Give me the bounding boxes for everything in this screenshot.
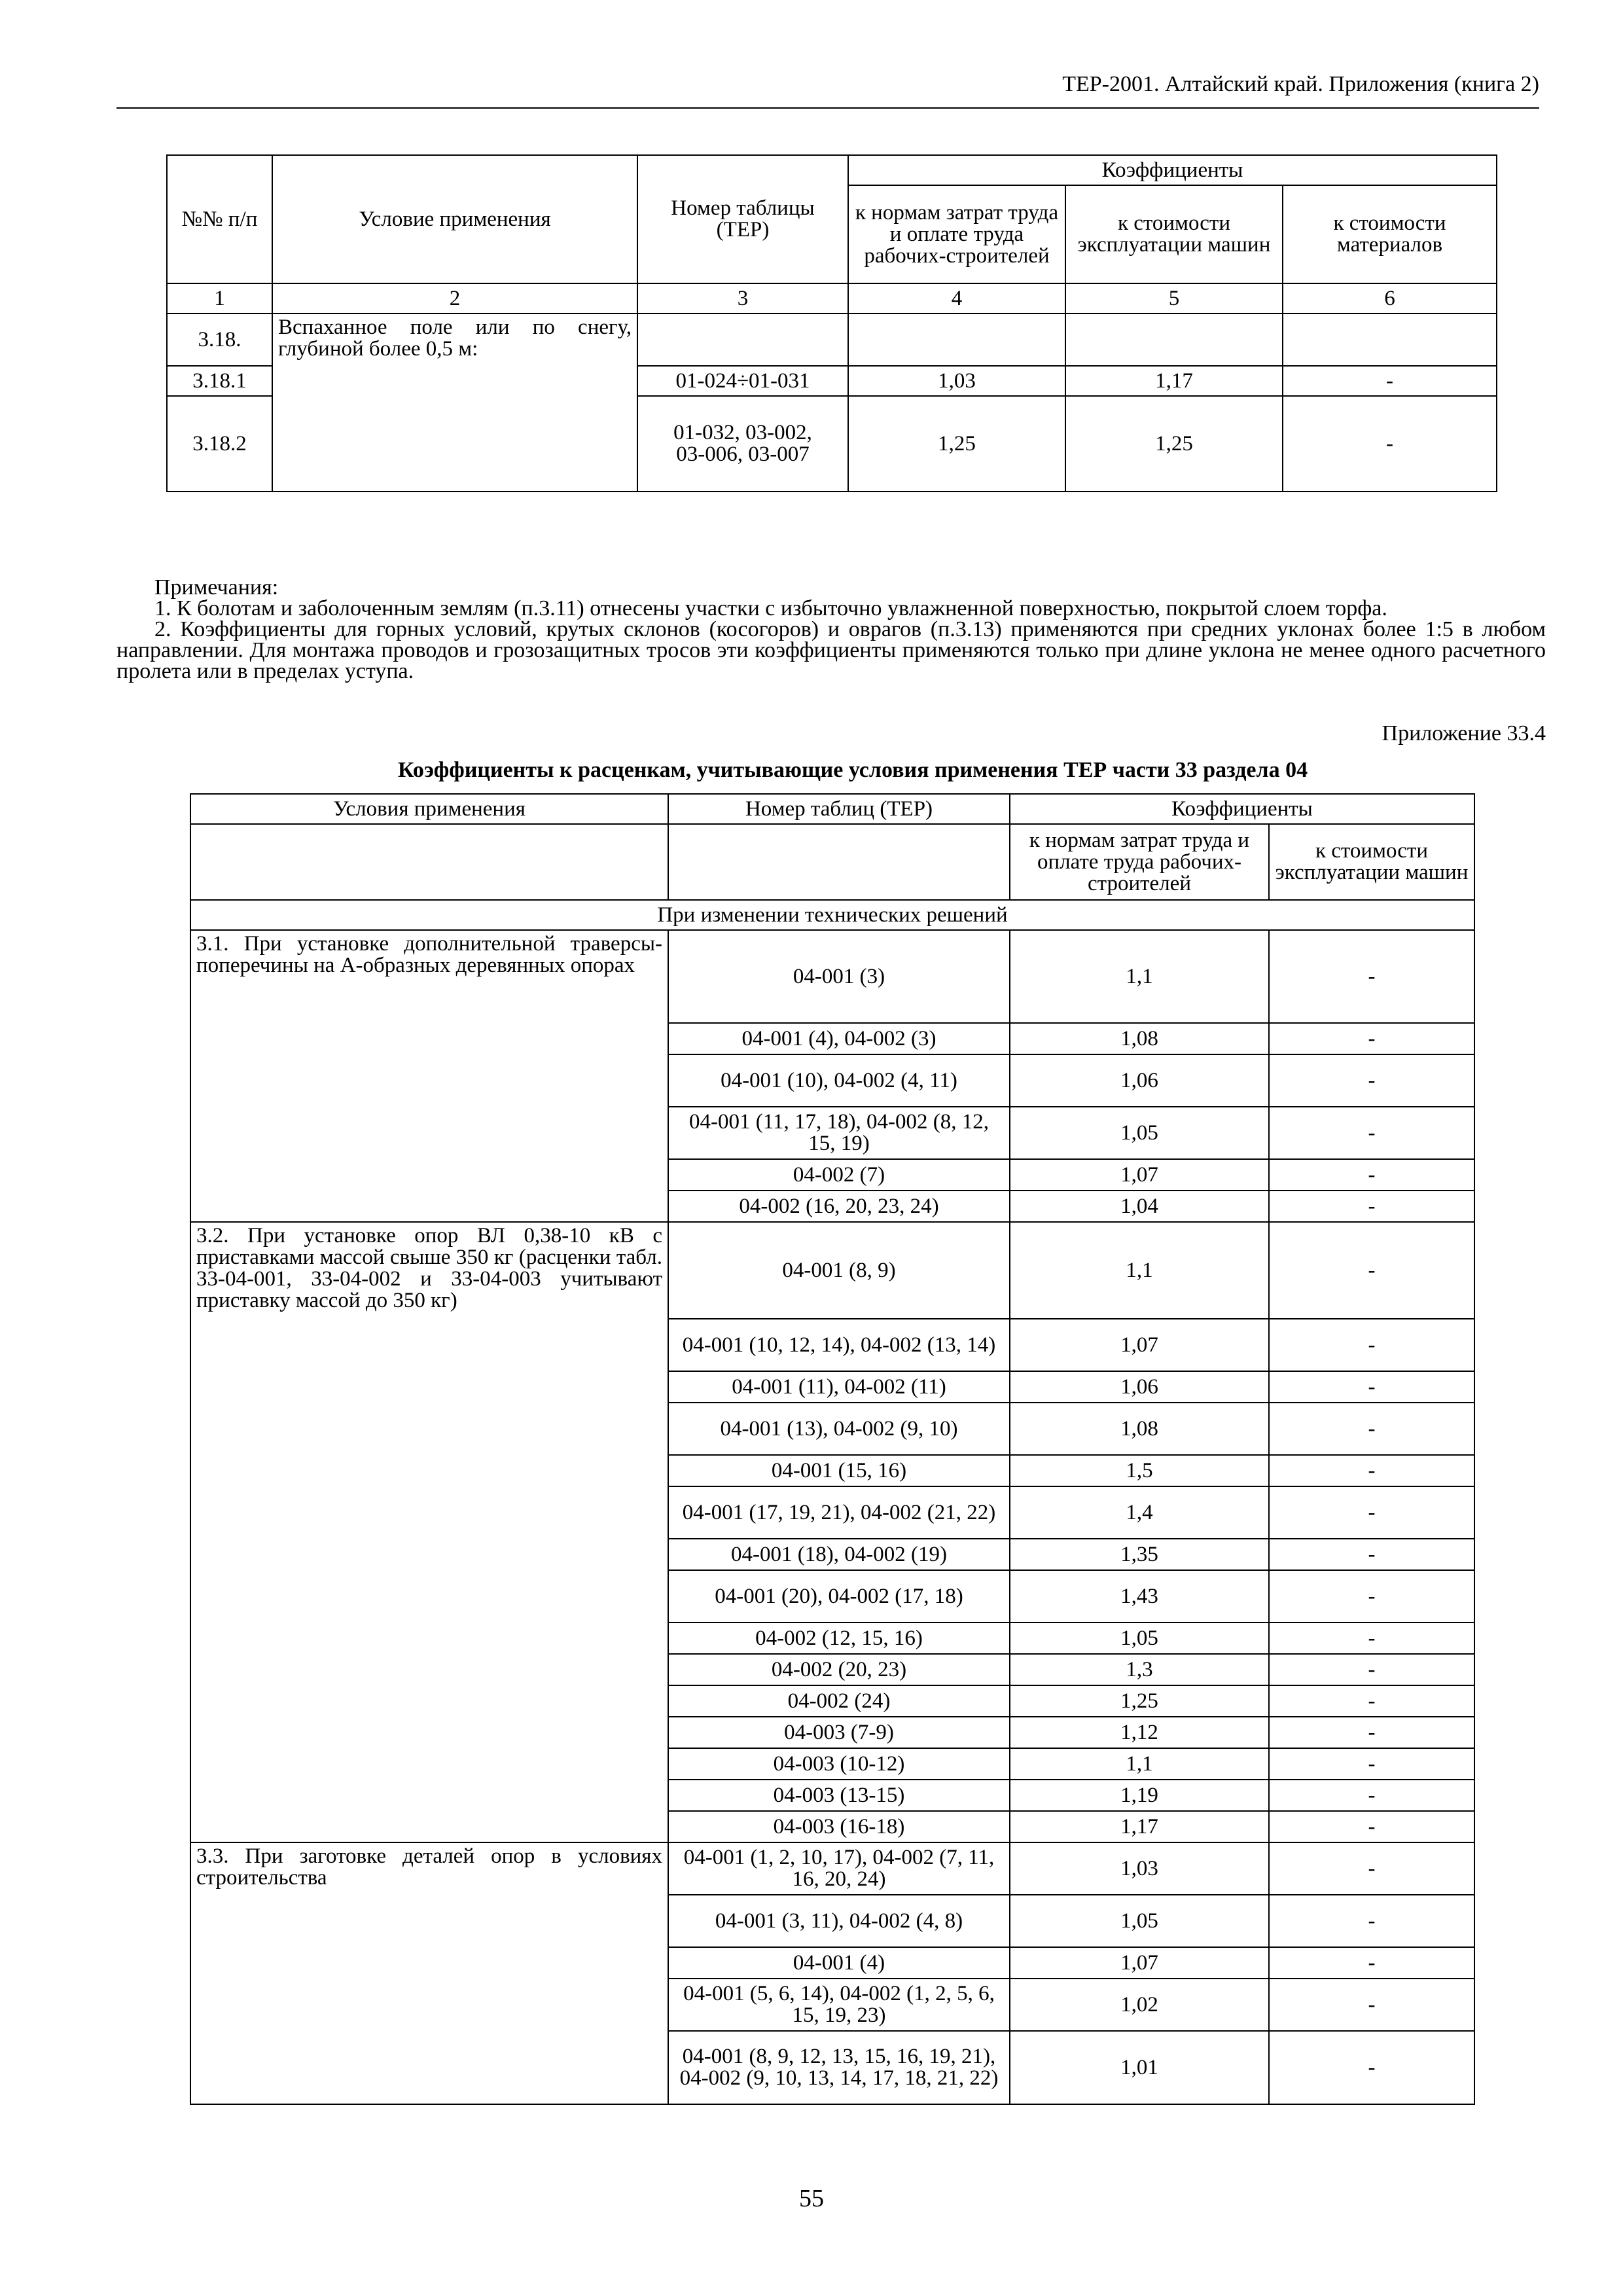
row-coef-machines: - xyxy=(1269,1371,1474,1403)
row-coef-machines: - xyxy=(1269,1054,1474,1107)
note-item: 2. Коэффициенты для горных условий, крутых склонов (косогоров) и оврагов (п.3.13) применяются при средних уклонах более 1:5 в любом направлении. Для монтажа проводов и грозозащитных тросов эти коэффициенты применяются только при длине уклона не менее одного расчетного пролета или в пределах уступа. xyxy=(116,617,1546,683)
row-coef-machines: - xyxy=(1269,1780,1474,1811)
row-coef-labor: 1,04 xyxy=(1010,1191,1269,1222)
row-table: 01-032, 03-002, 03-006, 03-007 xyxy=(637,396,848,492)
col-header-coefficients: Коэффициенты xyxy=(848,155,1497,185)
appendix-label: Приложение 33.4 xyxy=(1382,721,1546,745)
col-header-coef-machines: к стоимости эксплуатации машин xyxy=(1269,824,1474,900)
row-coef-machines: - xyxy=(1269,1979,1474,2031)
running-header-text: ТЕР-2001. Алтайский край. Приложения (книга 2) xyxy=(1062,72,1539,96)
col-header-coef-labor: к нормам затрат труда и оплате труда рабочих-строителей xyxy=(848,185,1065,283)
row-coef-machines: - xyxy=(1269,1403,1474,1455)
row-coef-machines: - xyxy=(1269,930,1474,1023)
coefficients-table-3-18 xyxy=(166,154,1497,492)
empty-cell xyxy=(668,824,1010,900)
row-coef-labor: 1,17 xyxy=(1010,1811,1269,1842)
row-table: 04-003 (13-15) xyxy=(668,1780,1010,1811)
row-table: 04-001 (15, 16) xyxy=(668,1455,1010,1486)
table-row xyxy=(190,1842,1474,1895)
row-coef-machines: - xyxy=(1269,1717,1474,1748)
row-table: 04-002 (20, 23) xyxy=(668,1654,1010,1685)
row-coef-machines: - xyxy=(1269,1811,1474,1842)
col-header-coef-materials: к стоимости материалов xyxy=(1283,185,1497,283)
row-table: 04-001 (10), 04-002 (4, 11) xyxy=(668,1054,1010,1107)
row-table: 04-001 (1, 2, 10, 17), 04-002 (7, 11, 16, 20, 24) xyxy=(668,1842,1010,1895)
row-coef-labor: 1,05 xyxy=(1010,1623,1269,1654)
row-coef-machines: - xyxy=(1269,1623,1474,1654)
row-coef-machines: - xyxy=(1269,1191,1474,1222)
col-header-table: Номер таблицы (ТЕР) xyxy=(637,155,848,283)
row-table: 01-024÷01-031 xyxy=(637,366,848,396)
table-row xyxy=(167,314,1497,366)
empty-cell xyxy=(190,824,668,900)
row-table: 04-001 (18), 04-002 (19) xyxy=(668,1539,1010,1570)
table-row xyxy=(190,930,1474,1023)
row-coef-machines: - xyxy=(1269,1895,1474,1947)
col-header-coef-labor: к нормам затрат труда и оплате труда рабочих-строителей xyxy=(1010,824,1269,900)
row-coef-labor: 1,07 xyxy=(1010,1947,1269,1979)
row-table: 04-001 (20), 04-002 (17, 18) xyxy=(668,1570,1010,1623)
row-coef-materials: - xyxy=(1283,366,1497,396)
row-coef-machines: - xyxy=(1269,1023,1474,1054)
col-header-table: Номер таблиц (ТЕР) xyxy=(668,794,1010,824)
col-header-coef-machines: к стоимости эксплуатации машин xyxy=(1065,185,1283,283)
row-coef-machines: - xyxy=(1269,1842,1474,1895)
row-coef-labor: 1,07 xyxy=(1010,1159,1269,1191)
row-table: 04-001 (3, 11), 04-002 (4, 8) xyxy=(668,1895,1010,1947)
row-condition: Вспаханное поле или по снегу, глубиной более 0,5 м: xyxy=(272,314,637,492)
row-table: 04-002 (16, 20, 23, 24) xyxy=(668,1191,1010,1222)
row-table: 04-003 (10-12) xyxy=(668,1748,1010,1780)
col-header-condition: Условие применения xyxy=(272,155,637,283)
notes-heading: Примечания: xyxy=(154,575,279,600)
row-coef-labor: 1,12 xyxy=(1010,1717,1269,1748)
row-coef-labor: 1,4 xyxy=(1010,1486,1269,1539)
row-table: 04-002 (24) xyxy=(668,1685,1010,1717)
row-table: 04-001 (5, 6, 14), 04-002 (1, 2, 5, 6, 15, 19, 23) xyxy=(668,1979,1010,2031)
row-coef-machines: - xyxy=(1269,1748,1474,1780)
row-coef-machines: - xyxy=(1269,1486,1474,1539)
row-coef-labor: 1,03 xyxy=(848,366,1065,396)
row-coef-machines: - xyxy=(1269,1222,1474,1319)
row-coef-labor: 1,05 xyxy=(1010,1895,1269,1947)
row-coef-labor: 1,06 xyxy=(1010,1054,1269,1107)
row-coef-labor: 1,08 xyxy=(1010,1023,1269,1054)
row-coef-machines: - xyxy=(1269,1947,1474,1979)
row-table: 04-001 (4), 04-002 (3) xyxy=(668,1023,1010,1054)
row-coef-labor: 1,08 xyxy=(1010,1403,1269,1455)
running-header xyxy=(116,73,1539,109)
row-coef-labor: 1,03 xyxy=(1010,1842,1269,1895)
row-num: 3.18. xyxy=(167,314,272,366)
row-table: 04-002 (7) xyxy=(668,1159,1010,1191)
col-index: 3 xyxy=(637,283,848,314)
row-table: 04-001 (3) xyxy=(668,930,1010,1023)
row-coef-machines: - xyxy=(1269,1319,1474,1371)
table-row xyxy=(190,1222,1474,1319)
col-header-condition: Условия применения xyxy=(190,794,668,824)
col-index: 5 xyxy=(1065,283,1283,314)
row-table: 04-001 (4) xyxy=(668,1947,1010,1979)
row-table: 04-001 (8, 9, 12, 13, 15, 16, 19, 21), 04-002 (9, 10, 13, 14, 17, 18, 21, 22) xyxy=(668,2031,1010,2104)
row-num: 3.18.1 xyxy=(167,366,272,396)
row-coef-labor: 1,25 xyxy=(848,396,1065,492)
row-coef-machines: - xyxy=(1269,1455,1474,1486)
table-title: Коэффициенты к расценкам, учитывающие условия применения ТЕР части 33 раздела 04 xyxy=(397,758,1308,782)
page-number: 55 xyxy=(799,2185,824,2212)
coefficients-table-33-04 xyxy=(190,793,1475,2105)
row-coef-machines: 1,25 xyxy=(1065,396,1283,492)
row-coef-materials: - xyxy=(1283,396,1497,492)
row-coef-machines: - xyxy=(1269,1539,1474,1570)
row-coef-labor: 1,06 xyxy=(1010,1371,1269,1403)
row-coef-labor: 1,01 xyxy=(1010,2031,1269,2104)
notes-block xyxy=(116,577,1546,682)
row-coef-labor: 1,43 xyxy=(1010,1570,1269,1623)
row-num: 3.18.2 xyxy=(167,396,272,492)
row-coef-labor: 1,1 xyxy=(1010,1748,1269,1780)
note-item: 1. К болотам и заболоченным землям (п.3.11) отнесены участки с избыточно увлажненной поверхностью, покрытой слоем торфа. xyxy=(154,596,1387,620)
row-coef-machines: - xyxy=(1269,1685,1474,1717)
row-table: 04-003 (16-18) xyxy=(668,1811,1010,1842)
col-header-num: №№ п/п xyxy=(167,155,272,283)
row-coef-machines: - xyxy=(1269,2031,1474,2104)
col-index: 6 xyxy=(1283,283,1497,314)
row-coef-machines: - xyxy=(1269,1159,1474,1191)
col-index: 1 xyxy=(167,283,272,314)
row-condition: 3.1. При установке дополнительной траверсы-поперечины на А-образных деревянных опорах xyxy=(190,930,668,1222)
col-index: 2 xyxy=(272,283,637,314)
row-condition: 3.3. При заготовке деталей опор в условиях строительства xyxy=(190,1842,668,2104)
row-table: 04-001 (11, 17, 18), 04-002 (8, 12, 15, 19) xyxy=(668,1107,1010,1159)
row-coef-labor: 1,1 xyxy=(1010,1222,1269,1319)
row-coef-labor: 1,1 xyxy=(1010,930,1269,1023)
row-coef-labor: 1,25 xyxy=(1010,1685,1269,1717)
row-table: 04-001 (11), 04-002 (11) xyxy=(668,1371,1010,1403)
row-table: 04-003 (7-9) xyxy=(668,1717,1010,1748)
row-table: 04-001 (17, 19, 21), 04-002 (21, 22) xyxy=(668,1486,1010,1539)
row-coef-labor: 1,05 xyxy=(1010,1107,1269,1159)
row-coef-labor: 1,07 xyxy=(1010,1319,1269,1371)
row-table: 04-002 (12, 15, 16) xyxy=(668,1623,1010,1654)
row-coef-labor: 1,5 xyxy=(1010,1455,1269,1486)
col-header-coefficients: Коэффициенты xyxy=(1010,794,1474,824)
row-coef-machines: - xyxy=(1269,1107,1474,1159)
row-coef-machines: - xyxy=(1269,1654,1474,1685)
row-coef-machines: - xyxy=(1269,1570,1474,1623)
row-condition: 3.2. При установке опор ВЛ 0,38-10 кВ с приставками массой свыше 350 кг (расценки табл. 33-04-001, 33-04-002 и 33-04-003 учитывают приставку массой до 350 кг) xyxy=(190,1222,668,1842)
row-coef-labor: 1,19 xyxy=(1010,1780,1269,1811)
row-table: 04-001 (10, 12, 14), 04-002 (13, 14) xyxy=(668,1319,1010,1371)
row-coef-labor: 1,35 xyxy=(1010,1539,1269,1570)
row-table: 04-001 (13), 04-002 (9, 10) xyxy=(668,1403,1010,1455)
row-coef-machines: 1,17 xyxy=(1065,366,1283,396)
row-table: 04-001 (8, 9) xyxy=(668,1222,1010,1319)
row-coef-labor: 1,3 xyxy=(1010,1654,1269,1685)
section-header: При изменении технических решений xyxy=(190,900,1474,930)
row-coef-labor: 1,02 xyxy=(1010,1979,1269,2031)
col-index: 4 xyxy=(848,283,1065,314)
